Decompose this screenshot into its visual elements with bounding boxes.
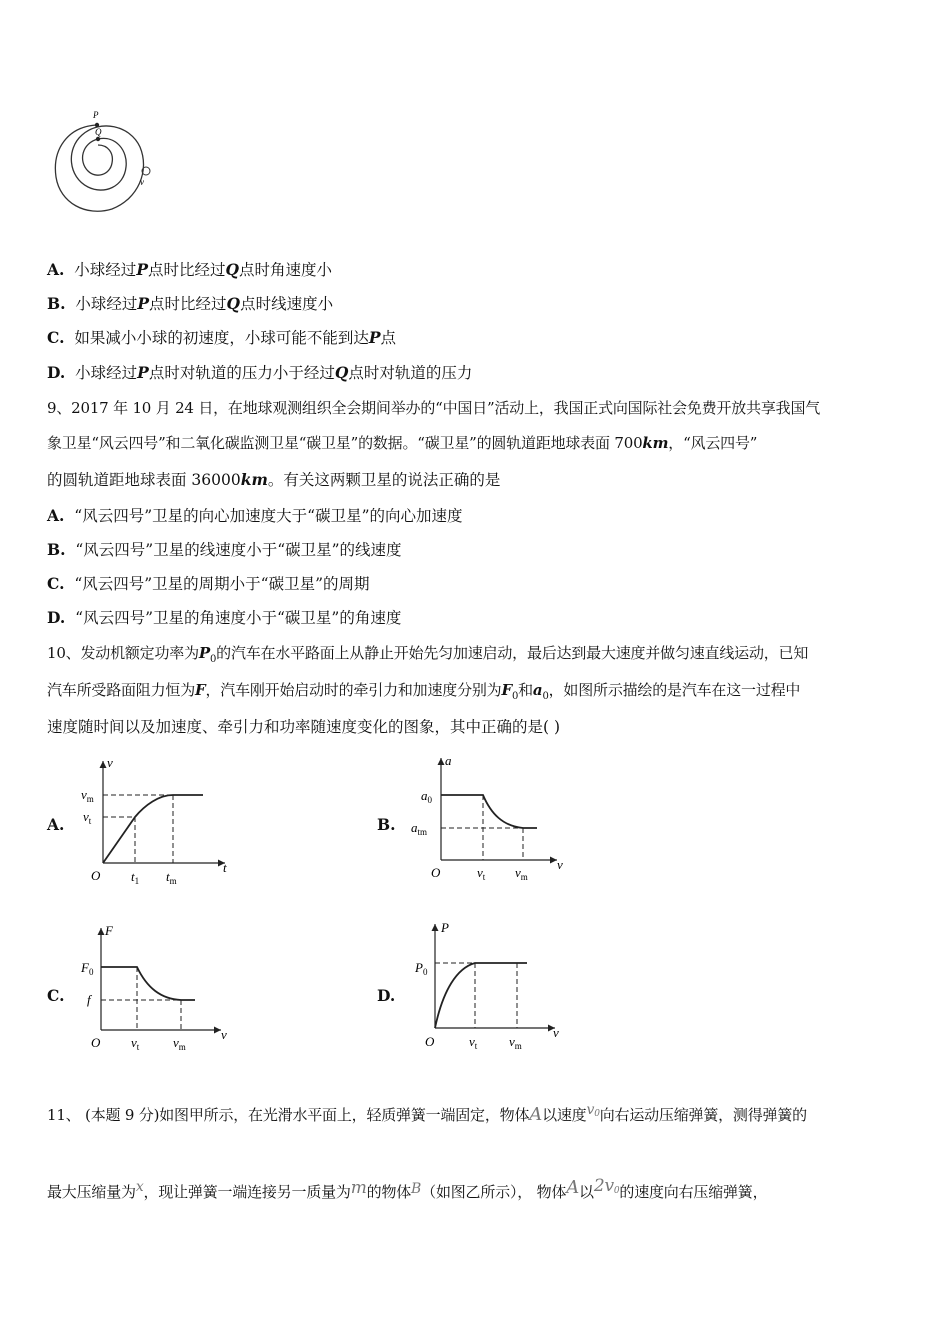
- graph-b-label: B.: [377, 815, 396, 834]
- graph-b-x-axis-label: v: [557, 857, 563, 872]
- graph-a-y2-label: $v_t$: [83, 809, 92, 826]
- graph-d-x1-label: $v_t$: [469, 1034, 478, 1051]
- point-q-marker: [96, 137, 100, 141]
- graph-d-y-axis-label: P: [441, 920, 449, 935]
- graph-c: [75, 922, 245, 1057]
- graph-d-label: D.: [377, 986, 396, 1005]
- q10-stem-line3: 速度随时间以及加速度、牵引力和功率随速度变化的图象，其中正确的是( ): [47, 718, 561, 736]
- graph-a-y1-label: $v_m$: [81, 787, 94, 804]
- graph-d-x2-label: $v_m$: [509, 1034, 522, 1051]
- graph-a-x-axis-label: t: [223, 860, 227, 875]
- q9-stem-line1: 9、2017 年 10 月 24 日，在地球观测组织全会期间举办的“中国日”活动上，我国正式向国际社会免费开放共享我国气: [47, 399, 821, 417]
- graph-c-x2-label: $v_m$: [173, 1035, 186, 1052]
- graph-d: [405, 918, 575, 1058]
- graph-b-y1-label: $a_0$: [421, 788, 432, 805]
- graph-c-x1-label: $v_t$: [131, 1035, 140, 1052]
- q9-stem-line2: 象卫星“风云四号”和二氧化碳监测卫星“碳卫星”的数据。“碳卫星”的圆轨道距地球表面 700km，“风云四号”: [47, 434, 758, 452]
- graph-c-y-axis-label: F: [105, 923, 113, 938]
- graph-b-y-axis-label: a: [445, 753, 452, 768]
- q8-option-c: C. 如果减小小球的初速度，小球可能不能到达P点: [47, 328, 397, 347]
- graph-d-curve: [435, 963, 527, 1028]
- graph-c-label: C.: [47, 986, 65, 1005]
- graph-a-origin: O: [91, 868, 101, 883]
- q9-option-d: D. “风云四号”卫星的角速度小于“碳卫星”的角速度: [47, 608, 402, 627]
- q11-stem-line1: 11、 (本题 9 分)如图甲所示，在光滑水平面上，轻质弹簧一端固定，物体A以速度$v_0$向右运动压缩弹簧，测得弹簧的: [47, 1102, 807, 1125]
- graph-a-x1-label: $t_1$: [131, 869, 140, 886]
- graph-c-y2-label: f: [87, 992, 91, 1007]
- graph-b-origin: O: [431, 865, 441, 880]
- label-v: v: [140, 177, 144, 187]
- q9-option-c: C. “风云四号”卫星的周期小于“碳卫星”的周期: [47, 574, 370, 593]
- graph-d-y1-label: $P_0$: [415, 960, 428, 977]
- graph-d-origin: O: [425, 1034, 435, 1049]
- label-p: P: [93, 110, 99, 120]
- graph-c-x-axis-label: v: [221, 1027, 227, 1042]
- graph-b-x1-label: $v_t$: [477, 865, 486, 882]
- label-q: Q: [95, 127, 102, 137]
- graph-c-y1-label: $F_0$: [81, 960, 94, 977]
- graph-a: [75, 755, 245, 890]
- q8-option-b: B. 小球经过P点时比经过Q点时线速度小: [47, 294, 334, 313]
- q11-stem-line2: 最大压缩量为x，现让弹簧一端连接另一质量为m的物体B（如图乙所示）， 物体A以$2v_0$的速度向右压缩弹簧，: [47, 1176, 768, 1201]
- q9-option-a: A. “风云四号”卫星的向心加速度大于“碳卫星”的向心加速度: [47, 506, 463, 525]
- q10-stem-line1: 10、发动机额定功率为$P_0$的汽车在水平路面上从静止开始先匀加速启动，最后达到最大速度并做匀速直线运动，已知: [47, 644, 809, 665]
- q8-option-a: A. 小球经过P点时比经过Q点时角速度小: [47, 260, 333, 279]
- graph-c-curve: [101, 967, 195, 1000]
- graph-b: [405, 752, 575, 887]
- graph-a-curve: [103, 795, 203, 863]
- graph-a-label: A.: [47, 815, 65, 834]
- graph-d-x-axis-label: v: [553, 1025, 559, 1040]
- q8-option-d: D. 小球经过P点时对轨道的压力小于经过Q点时对轨道的压力: [47, 363, 473, 382]
- q9-option-b: B. “风云四号”卫星的线速度小于“碳卫星”的线速度: [47, 540, 402, 559]
- graph-c-origin: O: [91, 1035, 101, 1050]
- graph-b-curve: [441, 795, 537, 828]
- q9-stem-line3: 的圆轨道距地球表面 36000km。有关这两颗卫星的说法正确的是: [47, 470, 501, 489]
- q10-stem-line2: 汽车所受路面阻力恒为F，汽车刚开始启动时的牵引力和加速度分别为$F_0$和$a_0$，如图所示描绘的是汽车在这一过程中: [47, 681, 801, 702]
- spiral-figure: [50, 105, 165, 230]
- graph-a-y-axis-label: v: [107, 755, 113, 770]
- graph-b-y2-label: $a_{tm}$: [411, 820, 428, 837]
- graph-b-x2-label: $v_m$: [515, 865, 528, 882]
- graph-a-x2-label: $t_m$: [166, 869, 177, 886]
